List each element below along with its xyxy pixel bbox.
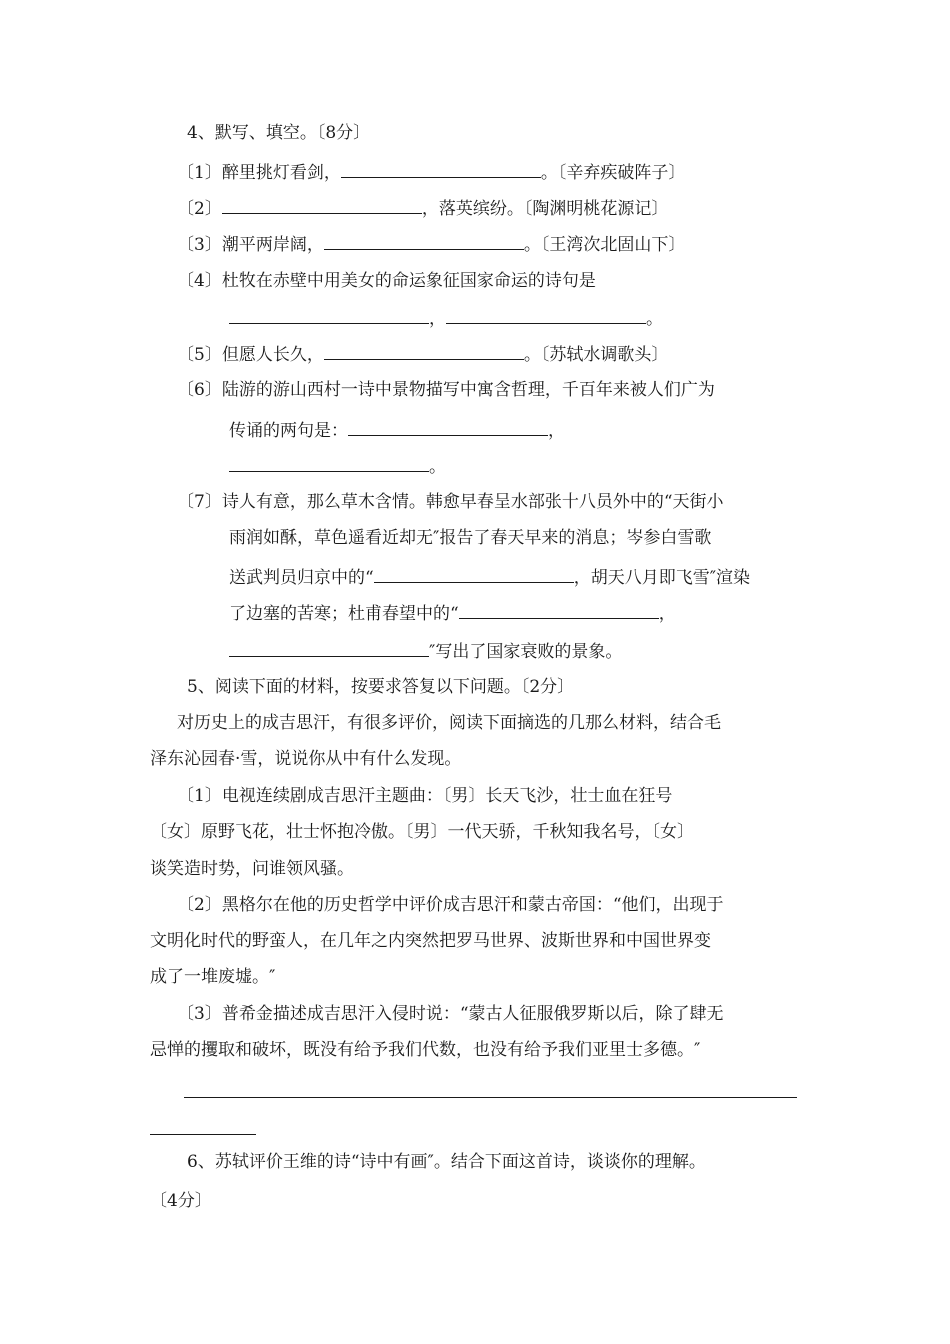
q4-item-7-line4-suffix: ， <box>658 604 676 624</box>
q4-item-4-line2 <box>229 306 663 331</box>
q5-material-3-line1: 〔3〕普希金描述成吉思汗入侵时说：“蒙古人征服俄罗斯以后，除了肆无 <box>177 1004 724 1024</box>
q4-item-5 <box>177 342 668 367</box>
q5-intro-line2: 泽东沁园春·雪，说说你从中有什么发现。 <box>150 749 462 769</box>
q4-item-7-line2: 雨润如酥，草色遥看近却无″报告了春天早来的消息；岑参白雪歌 <box>229 528 712 548</box>
q5-material-1-line1: 〔1〕电视连续剧成吉思汗主题曲：〔男〕长天飞沙，壮士血在狂号 <box>177 786 673 806</box>
answer-blank[interactable] <box>324 342 524 360</box>
q4-item-4-line1: 〔4〕杜牧在赤壁中用美女的命运象征国家命运的诗句是 <box>177 271 596 291</box>
q4-item-7-line3-prefix: 送武判员归京中的“ <box>229 568 374 588</box>
q4-item-1 <box>177 160 685 185</box>
q6-line2: 〔4分〕 <box>150 1191 212 1211</box>
q4-item-7-line5 <box>229 639 622 664</box>
answer-blank[interactable] <box>348 418 548 436</box>
q5-material-2-line1: 〔2〕黑格尔在他的历史哲学中评价成吉思汗和蒙古帝国：“他们，出现于 <box>177 895 724 915</box>
answer-blank[interactable] <box>374 565 574 583</box>
q4-title: 4、默写、填空。〔8分〕 <box>187 123 371 143</box>
q4-item-4-end: 。 <box>646 309 663 329</box>
q6-line1: 6、苏轼评价王维的诗“诗中有画″。结合下面这首诗，谈谈你的理解。 <box>187 1152 706 1172</box>
q5-intro-line1: 对历史上的成吉思汗，有很多评价，阅读下面摘选的几那么材料，结合毛 <box>177 713 721 733</box>
answer-blank[interactable] <box>446 306 646 324</box>
q5-material-1-line3: 谈笑造时势，问谁领风骚。 <box>150 859 354 879</box>
q4-item-7-line1: 〔7〕诗人有意，那么草木含情。韩愈早春呈水部张十八员外中的“天街小 <box>177 492 724 512</box>
q4-item-7-line3-suffix: ，胡天八月即飞雪″渲染 <box>573 568 751 588</box>
answer-line[interactable] <box>184 1097 797 1098</box>
q5-title: 5、阅读下面的材料，按要求答复以下问题。〔2分〕 <box>187 677 575 697</box>
q5-material-2-line3: 成了一堆废墟。″ <box>150 967 276 987</box>
q4-item-2-prefix: 〔2〕 <box>177 199 222 219</box>
q5-material-2-line2: 文明化时代的野蛮人，在几年之内突然把罗马世界、波斯世界和中国世界变 <box>150 931 711 951</box>
q4-item-3 <box>177 232 685 257</box>
q4-item-6-comma: ， <box>548 421 565 441</box>
answer-line[interactable] <box>150 1134 256 1135</box>
answer-blank[interactable] <box>324 232 524 250</box>
q4-item-6-line1: 〔6〕陆游的游山西村一诗中景物描写中寓含哲理，千百年来被人们广为 <box>177 380 715 400</box>
q4-item-7-line4 <box>229 601 676 626</box>
answer-blank[interactable] <box>222 196 422 214</box>
q4-item-5-suffix: 。〔苏轼水调歌头〕 <box>523 345 669 365</box>
q4-item-2 <box>177 196 668 221</box>
q4-item-3-suffix: 。〔王湾次北固山下〕 <box>523 235 686 255</box>
answer-blank[interactable] <box>341 160 541 178</box>
q4-item-6-label: 传诵的两句是： <box>229 421 348 441</box>
q4-item-5-prefix: 〔5〕但愿人长久， <box>177 345 324 365</box>
answer-blank[interactable] <box>459 601 659 619</box>
answer-blank[interactable] <box>229 639 429 657</box>
q5-material-1-line2: 〔女〕原野飞花，壮士怀抱冷傲。〔男〕一代天骄，千秋知我名号，〔女〕 <box>150 822 694 842</box>
q4-item-1-suffix: 。〔辛弃疾破阵子〕 <box>540 163 686 183</box>
q4-item-6-line3 <box>229 454 446 479</box>
q4-item-7-line5-suffix: ″写出了国家衰败的景象。 <box>429 642 623 662</box>
q4-item-6-line2 <box>229 418 565 443</box>
q4-item-4-comma: ， <box>429 309 446 329</box>
answer-blank[interactable] <box>229 306 429 324</box>
q4-item-6-end: 。 <box>429 457 446 477</box>
answer-blank[interactable] <box>229 454 429 472</box>
q4-item-1-prefix: 〔1〕醉里挑灯看剑， <box>177 163 341 183</box>
q4-item-3-prefix: 〔3〕潮平两岸阔， <box>177 235 324 255</box>
q4-item-2-suffix: ，落英缤纷。〔陶渊明桃花源记〕 <box>421 199 669 219</box>
q4-item-7-line4-prefix: 了边塞的苦寒；杜甫春望中的“ <box>229 604 459 624</box>
q5-material-3-line2: 忌惮的攫取和破坏，既没有给予我们代数，也没有给予我们亚里士多德。″ <box>150 1040 701 1060</box>
q4-item-7-line3 <box>229 565 750 590</box>
